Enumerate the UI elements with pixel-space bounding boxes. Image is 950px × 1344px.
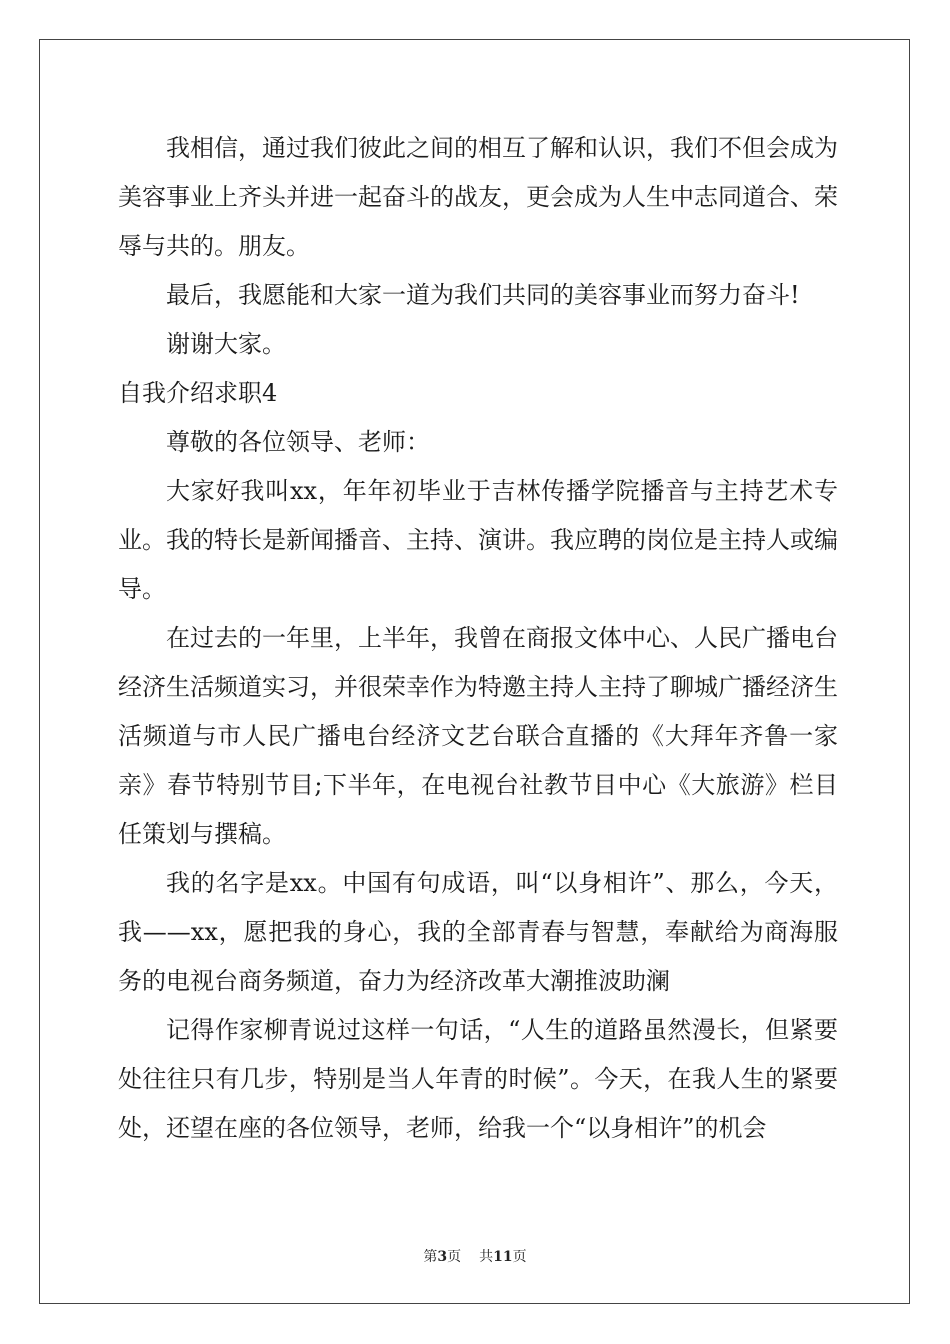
page-suffix: 页 xyxy=(447,1249,462,1265)
total-prefix: 共 xyxy=(479,1249,494,1265)
document-body xyxy=(118,124,838,1153)
paragraph: 记得作家柳青说过这样一句话，“人生的道路虽然漫长，但紧要处往往只有几步，特别是当人年青的时候”。今天，在我人生的紧要处，还望在座的各位领导，老师，给我一个“以身相许”的机会 xyxy=(118,1016,838,1142)
paragraph: 谢谢大家。 xyxy=(166,330,286,358)
paragraph: 我的名字是xx。中国有句成语，叫“以身相许”、那么，今天，我——xx，愿把我的身心，我的全部青春与智慧，奉献给为商海服务的电视台商务频道，奋力为经济改革大潮推波助澜 xyxy=(118,869,838,995)
paragraph: 在过去的一年里，上半年，我曾在商报文体中心、人民广播电台经济生活频道实习，并很荣幸作为特邀主持人主持了聊城广播经济生活频道与市人民广播电台经济文艺台联合直播的《大拜年齐鲁一家亲》春节特别节目;下半年，在电视台社教节目中心《大旅游》栏目任策划与撰稿。 xyxy=(118,624,838,848)
paragraph: 最后，我愿能和大家一道为我们共同的美容事业而努力奋斗! xyxy=(166,281,800,309)
page-prefix: 第 xyxy=(423,1249,438,1265)
paragraph: 尊敬的各位领导、老师： xyxy=(166,428,430,456)
section-heading: 自我介绍求职4 xyxy=(118,379,278,407)
page-footer xyxy=(0,1246,950,1266)
total-suffix: 页 xyxy=(512,1249,527,1265)
total-pages: 11 xyxy=(493,1249,513,1265)
paragraph: 我相信，通过我们彼此之间的相互了解和认识，我们不但会成为美容事业上齐头并进一起奋斗的战友，更会成为人生中志同道合、荣辱与共的。朋友。 xyxy=(118,134,838,260)
page-number: 3 xyxy=(437,1249,448,1265)
paragraph: 大家好我叫xx，年年初毕业于吉林传播学院播音与主持艺术专业。我的特长是新闻播音、主持、演讲。我应聘的岗位是主持人或编导。 xyxy=(118,477,838,603)
